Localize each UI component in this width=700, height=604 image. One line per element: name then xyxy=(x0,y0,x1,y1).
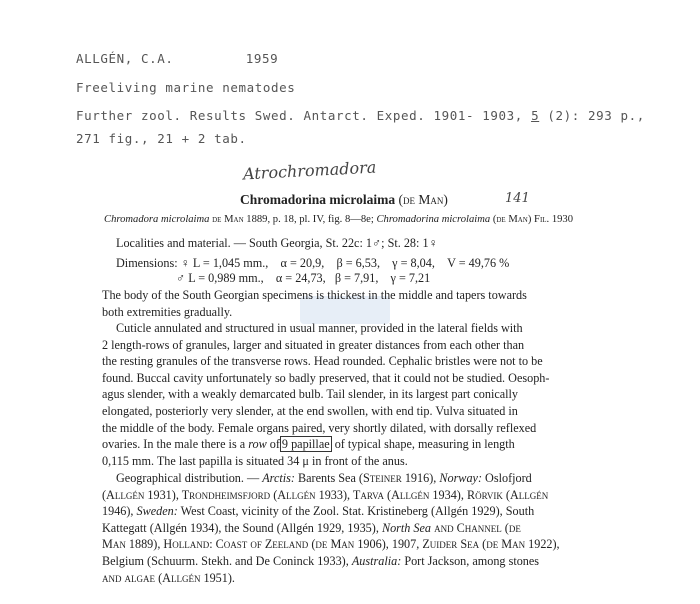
handwritten-genus: Atrochromadora xyxy=(242,157,377,184)
species-name: Chromadorina microlaima xyxy=(240,192,396,207)
card-author xyxy=(76,51,278,66)
dimensions-male: ♂ L = 0,989 mm., α = 24,73, β = 7,91, γ = 7,21 xyxy=(176,271,431,285)
species-heading xyxy=(240,192,448,208)
paragraph-description: Cuticle annulated and structured in usual manner, provided in the lateral fields with 2 length-rows of granules, larger and situated in greater distances from each other than the resting granules of the transverse rows. Head rounded. Cephalic bristles were not to be found. Buccal cavity unfortunately so badly preserved, that it could not be studied. Oesoph- agus slender, with a weakly demarcated bulb. Tail slender, in its largest part conically elongated, posteriorly very slender, at the end swollen, with end tip. Vulva situated in the middle of the body. Female organs paired, very shortly dilated, with dorsally reflexed ovaries. In the male there is a row of 9 papillae of typical shape, measuring in length 0,115 mm. The last papilla is situated 34 μ in front of the anus. xyxy=(102,321,550,468)
paragraph-body-shape: The body of the South Georgian specimens is thickest in the middle and tapers towards both extremities gradually. xyxy=(102,288,527,319)
synonymy-line: Chromadora microlaima de Man 1889, p. 18, pl. IV, fig. 8—8e; Chromadorina microlaima (de Man) Fil. 1930 xyxy=(104,214,574,225)
publication-year: 1959 xyxy=(245,51,279,66)
volume-number: 5 xyxy=(531,108,540,123)
species-authority: (de Man) xyxy=(398,192,448,207)
handwritten-page-number: 141 xyxy=(505,191,530,206)
papillae-count-box: 9 papillae xyxy=(281,437,330,452)
author-name: ALLGÉN, C.A. xyxy=(76,51,174,66)
card-title: Freeliving marine nematodes xyxy=(76,80,296,95)
dimensions-female: Dimensions: ♀ L = 1,045 mm., α = 20,9, β = 6,53, γ = 8,04, V = 49,76 % xyxy=(116,256,510,270)
paragraph-distribution: Geographical distribution. — Arctis: Barents Sea (Steiner 1916), Norway: Oslofjord (Allgén 1931), Trondheimsfjord (Allgén 1933), Tarva (Allgén 1934), Rörvik (Allgén 1946), Sweden: West Coast, vicinity of the Zool. Stat. Kristineberg (Allgén 1929), South Kattegatt (Allgén 1934), the Sound (Allgén 1929, 1935), North Sea and Channel (de Man 1889), Holland: Coast of Zeeland (de Man 1906), 1907, Zuider Sea (de Man 1922), Belgium (Schuurm. Stekh. and De Coninck 1933), Australia: Port Jackson, among stones and algae (Allgén 1951). xyxy=(102,471,560,585)
card-reference: Further zool. Results Swed. Antarct. Exped. 1901- 1903, 5 (2): 293 p., xyxy=(76,108,645,123)
localities-line: Localities and material. — South Georgia, St. 22c: 1♂; St. 28: 1♀ xyxy=(116,236,438,250)
card-reference-line2: 271 fig., 21 + 2 tab. xyxy=(76,131,247,146)
